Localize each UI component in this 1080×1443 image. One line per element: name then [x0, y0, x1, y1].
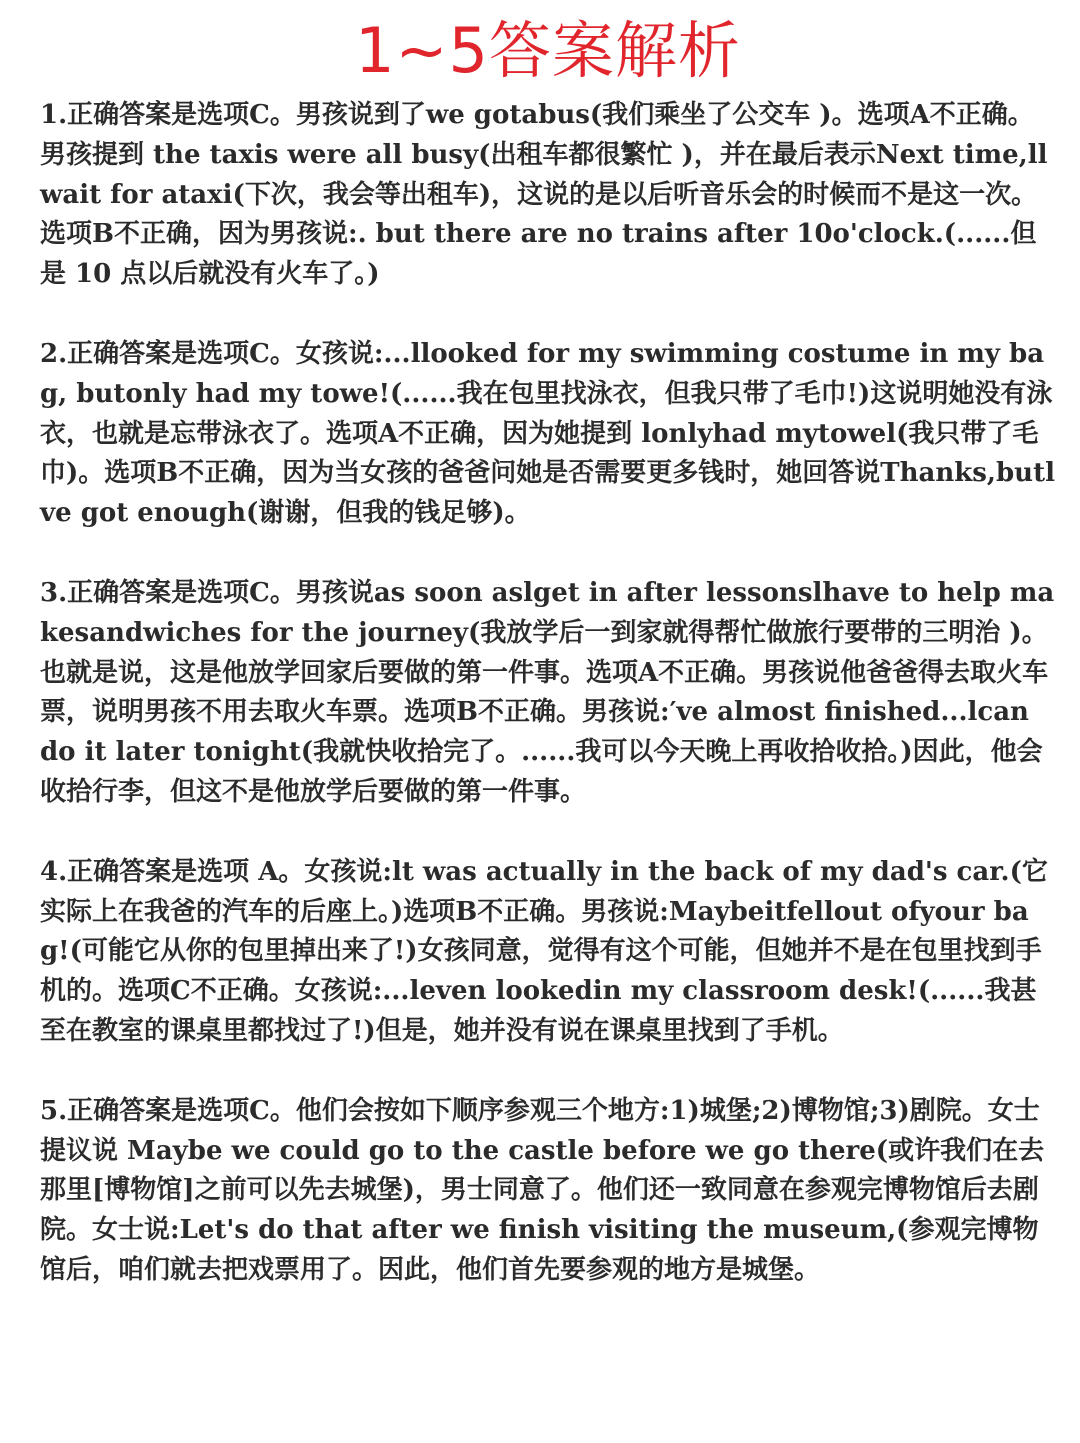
answer-paragraph-4: 4.正确答案是选项 A。女孩说:lt was actually in the back of my dad's car.(它实际上在我爸的汽车的后座上。)选项B不正确。男孩说:Maybeitfellout ofyour bag!(可能它从你的包里掉出来了!)女孩同意，觉得有这个可能，但她并不是在包里找到手机的。选项C不正确。女孩说:...leven lookedin my classroom desk!(......我甚至在教室的课桌里都找过了!)但是，她并没有说在课桌里找到了手机。 [40, 856, 1048, 1046]
answer-list [40, 96, 1056, 1291]
answer-paragraph-2: 2.正确答案是选项C。女孩说:...llooked for my swimming costume in my bag, butonly had my towe!(......我在包里找泳衣，但我只带了毛巾!)这说明她没有泳衣，也就是忘带泳衣了。选项A不正确，因为她提到 lonlyhad mytowel(我只带了毛巾)。选项B不正确，因为当女孩的爸爸问她是否需要更多钱时，她回答说Thanks,butlve got enough(谢谢，但我的钱足够)。 [40, 338, 1055, 529]
answer-paragraph-5: 5.正确答案是选项C。他们会按如下顺序参观三个地方:1)城堡;2)博物馆;3)剧院。女士提议说 Maybe we could go to the castle before we go there(或许我们在去那里[博物馆]之前可以先去城堡)，男士同意了。他们还一致同意在参观完博物馆后去剧院。女士说:Let's do that after we finish visiting the museum,(参观完博物馆后，咱们就去把戏票用了。因此，他们首先要参观的地方是城堡。 [40, 1095, 1045, 1285]
page-title: 1~5答案解析 [355, 14, 741, 87]
answer-paragraph-3: 3.正确答案是选项C。男孩说as soon aslget in after lessonslhave to help makesandwiches for the journey(我放学后一到家就得帮忙做旅行要带的三明治 )。也就是说，这是他放学回家后要做的第一件事。选项A不正确。男孩说他爸爸得去取火车票，说明男孩不用去取火车票。选项B不正确。男孩说:′ve almost finished...lcan do it later tonight(我就快收拾完了。......我可以今天晚上再收拾收拾。)因此，他会收拾行李，但这不是他放学后要做的第一件事。 [40, 577, 1055, 807]
answer-paragraph-1: 1.正确答案是选项C。男孩说到了we gotabus(我们乘坐了公交车 )。选项A不正确。男孩提到 the taxis were all busy(出租车都很繁忙 )，并在最后表示Next time,ll wait for ataxi(下次，我会等出租车)，这说的是以后听音乐会的时候而不是这一次。选项B不正确，因为男孩说:. but there are no trains after 10o'clock.(......但是 10 点以后就没有火车了。) [40, 100, 1048, 290]
